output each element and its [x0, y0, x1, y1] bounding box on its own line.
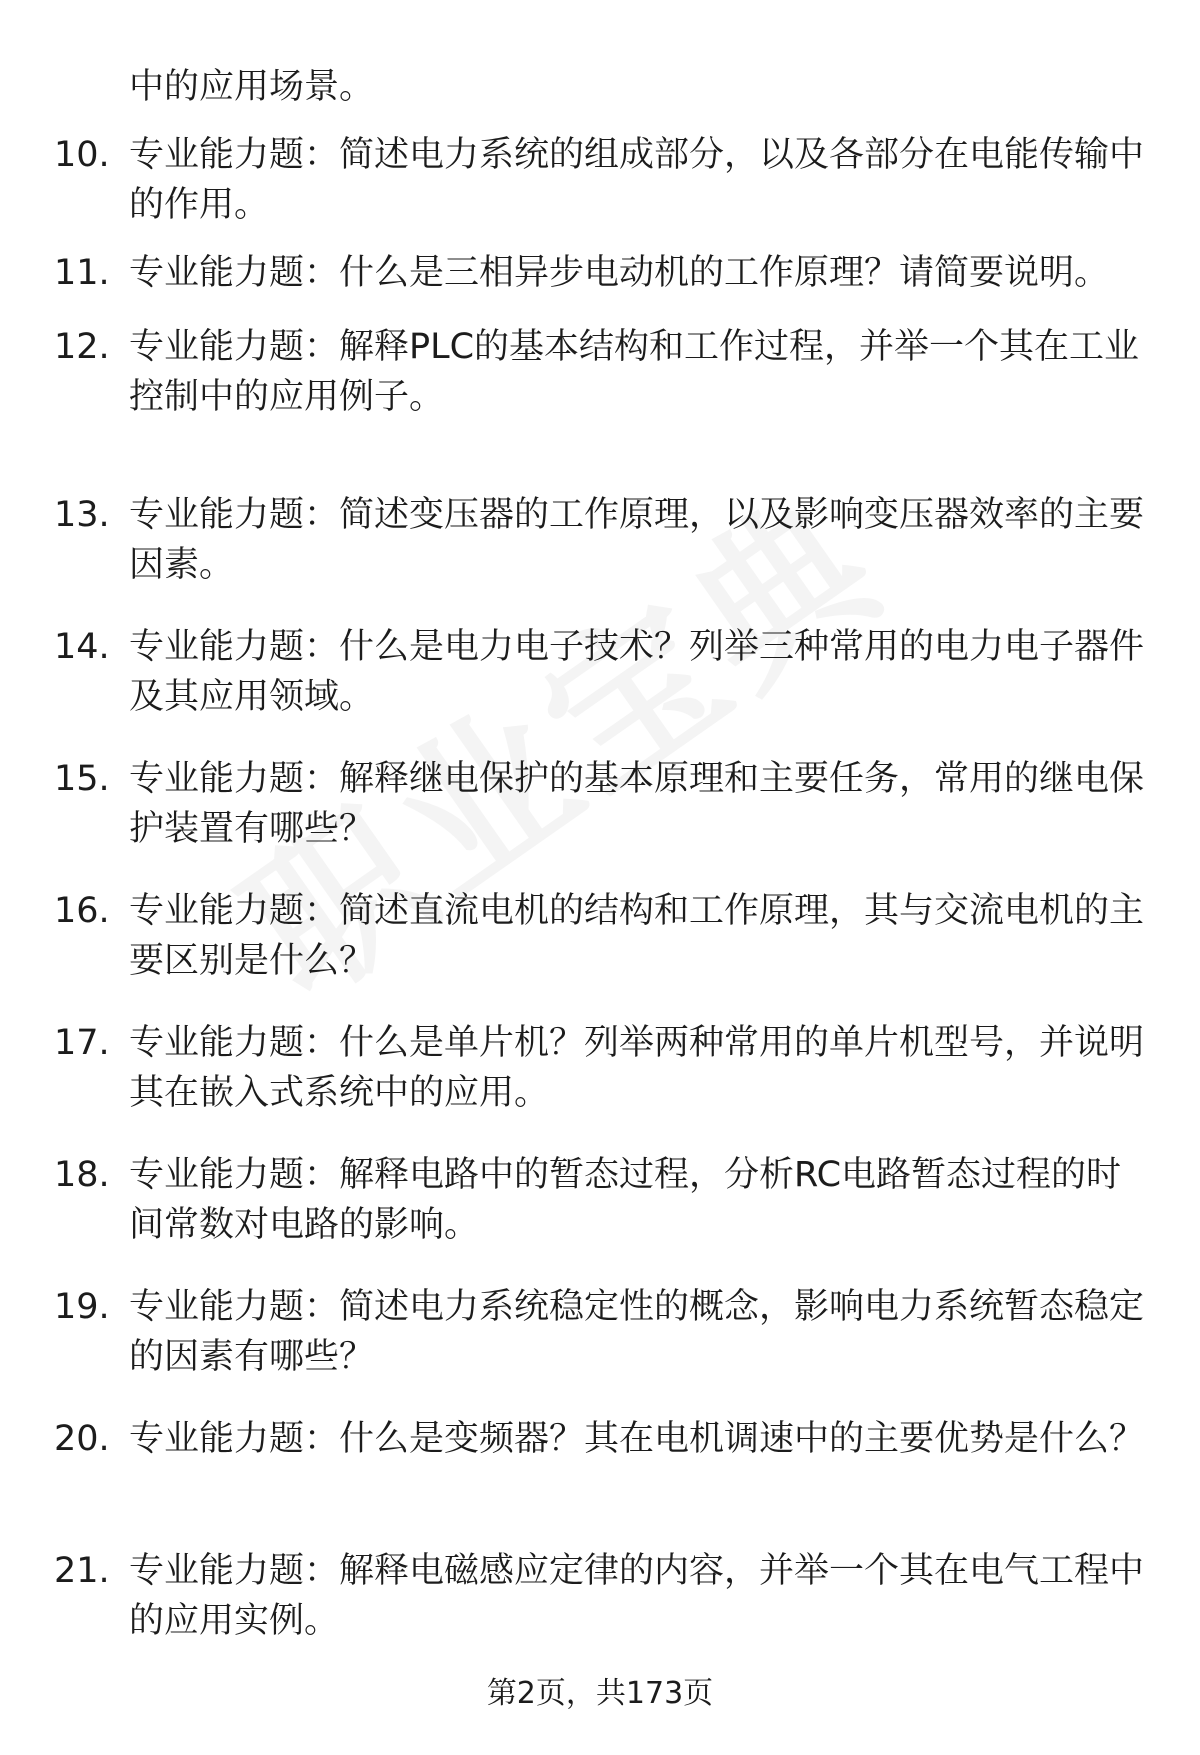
question-number: 16.: [54, 891, 110, 931]
question-number: 21.: [54, 1551, 110, 1591]
continuation-text: 中的应用场景。: [129, 67, 375, 107]
question-text: 专业能力题：什么是单片机？列举两种常用的单片机型号，并说明其在嵌入式系统中的应用。: [129, 1023, 1145, 1113]
question-number: 20.: [54, 1419, 110, 1459]
question-number: 10.: [54, 135, 110, 175]
question-text: 专业能力题：解释电路中的暂态过程，分析RC电路暂态过程的时间常数对电路的影响。: [129, 1155, 1122, 1245]
question-text: 专业能力题：解释PLC的基本结构和工作过程，并举一个其在工业控制中的应用例子。: [129, 327, 1140, 417]
question-number: 17.: [54, 1023, 110, 1063]
question-number: 13.: [54, 495, 110, 535]
question-number: 19.: [54, 1287, 110, 1327]
question-text: 专业能力题：简述直流电机的结构和工作原理，其与交流电机的主要区别是什么？: [129, 891, 1145, 981]
question-text: 专业能力题：简述变压器的工作原理，以及影响变压器效率的主要因素。: [129, 495, 1145, 585]
question-text: 专业能力题：什么是变频器？其在电机调速中的主要优势是什么？: [129, 1419, 1145, 1459]
question-text: 专业能力题：解释电磁感应定律的内容，并举一个其在电气工程中的应用实例。: [129, 1551, 1145, 1641]
question-number: 12.: [54, 327, 110, 367]
question-number: 11.: [54, 253, 110, 293]
question-number: 18.: [54, 1155, 110, 1195]
question-text: 专业能力题：简述电力系统的组成部分，以及各部分在电能传输中的作用。: [129, 135, 1145, 225]
question-number: 14.: [54, 627, 110, 667]
question-text: 专业能力题：什么是三相异步电动机的工作原理？请简要说明。: [129, 253, 1110, 293]
question-text: 专业能力题：什么是电力电子技术？列举三种常用的电力电子器件及其应用领域。: [129, 627, 1145, 717]
page-footer: 第2页，共173页: [486, 1676, 714, 1711]
question-text: 专业能力题：简述电力系统稳定性的概念，影响电力系统暂态稳定的因素有哪些？: [129, 1287, 1145, 1377]
question-text: 专业能力题：解释继电保护的基本原理和主要任务，常用的继电保护装置有哪些？: [129, 759, 1145, 849]
question-number: 15.: [54, 759, 110, 799]
